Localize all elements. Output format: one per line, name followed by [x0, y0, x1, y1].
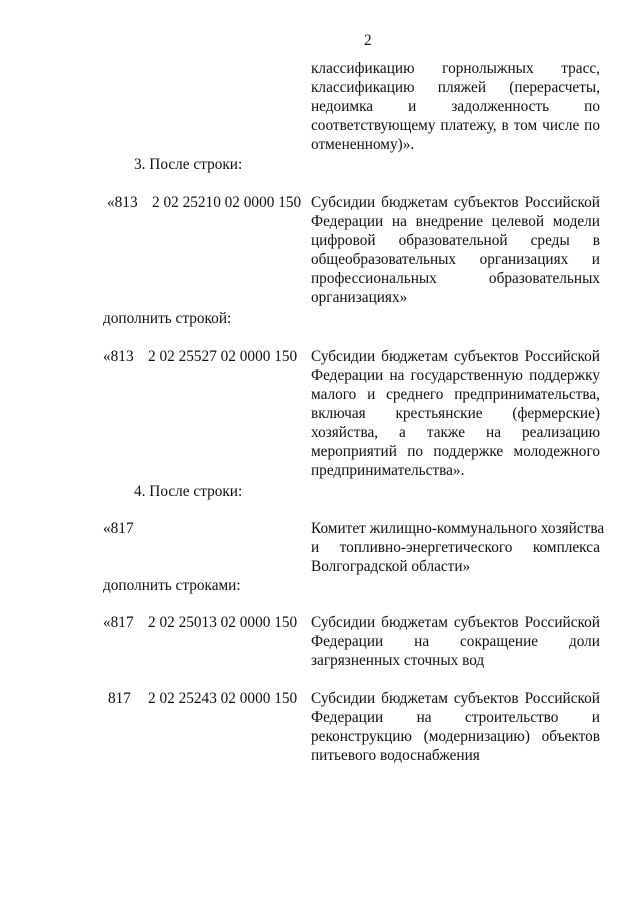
row-description — [311, 519, 605, 576]
text-line: питьевого водоснабжения — [311, 747, 480, 764]
row-admin-code: «817 — [103, 614, 134, 631]
text-line: классификацию пляжей (перерасчеты, — [311, 79, 600, 96]
text-line: мероприятий по поддержке молодежного — [311, 443, 600, 460]
row-budget-code: 2 02 25210 02 0000 150 — [152, 194, 302, 211]
row-description — [311, 193, 600, 307]
row-budget-code: 2 02 25013 02 0000 150 — [148, 614, 298, 631]
text-line: реконструкцию (модернизацию) объектов — [311, 728, 600, 745]
supplement-heading: дополнить строкой: — [103, 310, 232, 327]
text-line: Субсидии бюджетам субъектов Российской — [311, 194, 600, 211]
text-line: недоимка и задолженность по — [311, 98, 600, 115]
row-description — [311, 613, 600, 670]
row-description — [311, 347, 600, 480]
text-line: Федерации на сокращение доли — [311, 633, 600, 650]
previous-row-continuation — [311, 59, 600, 154]
supplement-heading: дополнить строками: — [103, 577, 241, 594]
text-line: Субсидии бюджетам субъектов Российской — [311, 348, 600, 365]
row-budget-code: 2 02 25527 02 0000 150 — [148, 348, 298, 365]
item-4-heading: 4. После строки: — [134, 483, 243, 500]
text-line: загрязненных сточных вод — [311, 652, 485, 669]
item-3-heading: 3. После строки: — [134, 156, 243, 173]
text-line: Федерации на внедрение целевой модели — [311, 213, 600, 230]
text-line: организациях» — [311, 289, 408, 306]
text-line: включая крестьянские (фермерские) — [311, 405, 600, 422]
text-line: профессиональных образовательных — [311, 270, 600, 287]
text-line: цифровой образовательной среды в — [311, 232, 600, 249]
text-line: Федерации на государственную поддержку — [311, 367, 600, 384]
text-line: отмененному)». — [311, 136, 415, 153]
text-line: Субсидии бюджетам субъектов Российской — [311, 690, 600, 707]
row-admin-code: «813 — [103, 348, 134, 365]
text-line: предпринимательства». — [311, 462, 465, 479]
page-number: 2 — [364, 32, 372, 49]
text-line: Комитет жилищно-коммунального хозяйства — [311, 520, 605, 537]
row-admin-code: 817 — [108, 690, 131, 707]
text-line: и топливно-энергетического комплекса — [311, 539, 600, 556]
row-budget-code: 2 02 25243 02 0000 150 — [148, 690, 298, 707]
text-line: классификацию горнолыжных трасс, — [311, 60, 600, 77]
text-line: Федерации на строительство и — [311, 709, 600, 726]
row-admin-code: «813 — [107, 194, 138, 211]
text-line: малого и среднего предпринимательства, — [311, 386, 600, 403]
text-line: хозяйства, а также на реализацию — [311, 424, 600, 441]
text-line: Волгоградской области» — [311, 558, 471, 575]
text-line: соответствующему платежу, в том числе по — [311, 117, 600, 134]
text-line: общеобразовательных организациях и — [311, 251, 600, 268]
row-description — [311, 689, 600, 765]
row-admin-code: «817 — [103, 520, 134, 537]
text-line: Субсидии бюджетам субъектов Российской — [311, 614, 600, 631]
